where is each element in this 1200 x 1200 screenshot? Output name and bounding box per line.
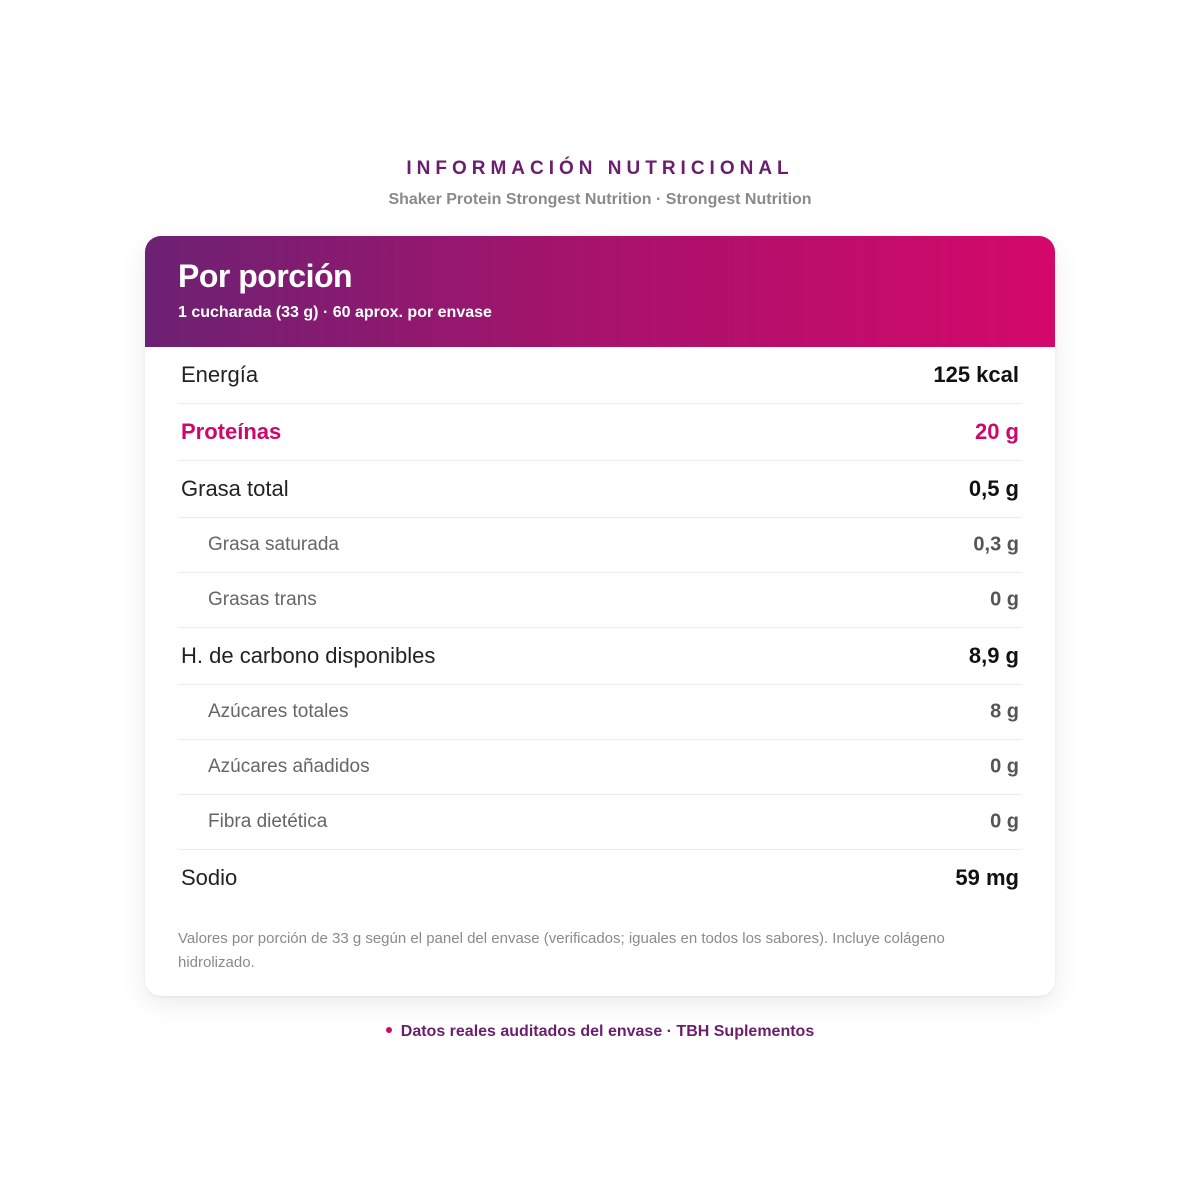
nutrient-row-grasa-saturada — [178, 518, 1022, 573]
nutrition-card — [145, 236, 1055, 996]
nutrient-value: 0 g — [990, 588, 1019, 611]
nutrient-value: 20 g — [974, 419, 1019, 444]
nutrient-row-energia — [178, 347, 1022, 404]
nutrient-value: 8 g — [990, 700, 1019, 723]
nutrient-row-sodio — [178, 850, 1022, 906]
nutrient-label: Energía — [181, 362, 259, 387]
nutrient-value: 0,5 g — [968, 476, 1019, 501]
card-title: Por porción — [178, 258, 353, 294]
nutrient-row-fibra — [178, 795, 1022, 850]
nutrient-row-grasa-total — [178, 461, 1022, 518]
nutrient-label: Grasas trans — [208, 589, 317, 610]
footnote: Valores por porción de 33 g según el panel del envase (verificados; iguales en todos los sabores). Incluye colágeno hidrolizado. — [178, 930, 945, 971]
nutrient-row-proteinas — [178, 404, 1022, 461]
nutrient-row-azucares-totales — [178, 685, 1022, 740]
source-note — [0, 1023, 1200, 1041]
nutrient-label: Proteínas — [181, 419, 282, 444]
nutrient-value: 0,3 g — [973, 533, 1019, 556]
nutrient-row-grasas-trans — [178, 573, 1022, 628]
nutrient-row-azucares-anadidos — [178, 740, 1022, 795]
nutrient-label: Azúcares totales — [208, 701, 349, 722]
serving-size: 1 cucharada (33 g) · 60 aprox. por envase — [178, 304, 492, 321]
nutrient-label: Grasa saturada — [208, 534, 339, 555]
nutrient-value: 8,9 g — [968, 643, 1019, 668]
nutrient-label: Sodio — [181, 865, 238, 890]
nutrient-label: Fibra dietética — [208, 811, 328, 832]
nutrient-row-carbohidratos — [178, 628, 1022, 685]
nutrient-value: 125 kcal — [933, 362, 1019, 387]
card-header — [145, 236, 1055, 347]
section-kicker: INFORMACIÓN NUTRICIONAL — [406, 158, 794, 179]
nutrient-value: 0 g — [990, 755, 1019, 778]
nutrient-table — [178, 347, 1022, 906]
nutrient-value: 0 g — [990, 810, 1019, 833]
nutrient-value: 59 mg — [955, 865, 1019, 890]
nutrient-label: H. de carbono disponibles — [181, 643, 436, 668]
nutrient-label: Azúcares añadidos — [208, 756, 370, 777]
source-text: Datos reales auditados del envase · TBH Suplementos — [400, 1023, 815, 1040]
bullet-dot-icon — [386, 1027, 392, 1033]
nutrient-label: Grasa total — [181, 476, 289, 501]
product-subtitle: Shaker Protein Strongest Nutrition · Strongest Nutrition — [388, 191, 812, 208]
